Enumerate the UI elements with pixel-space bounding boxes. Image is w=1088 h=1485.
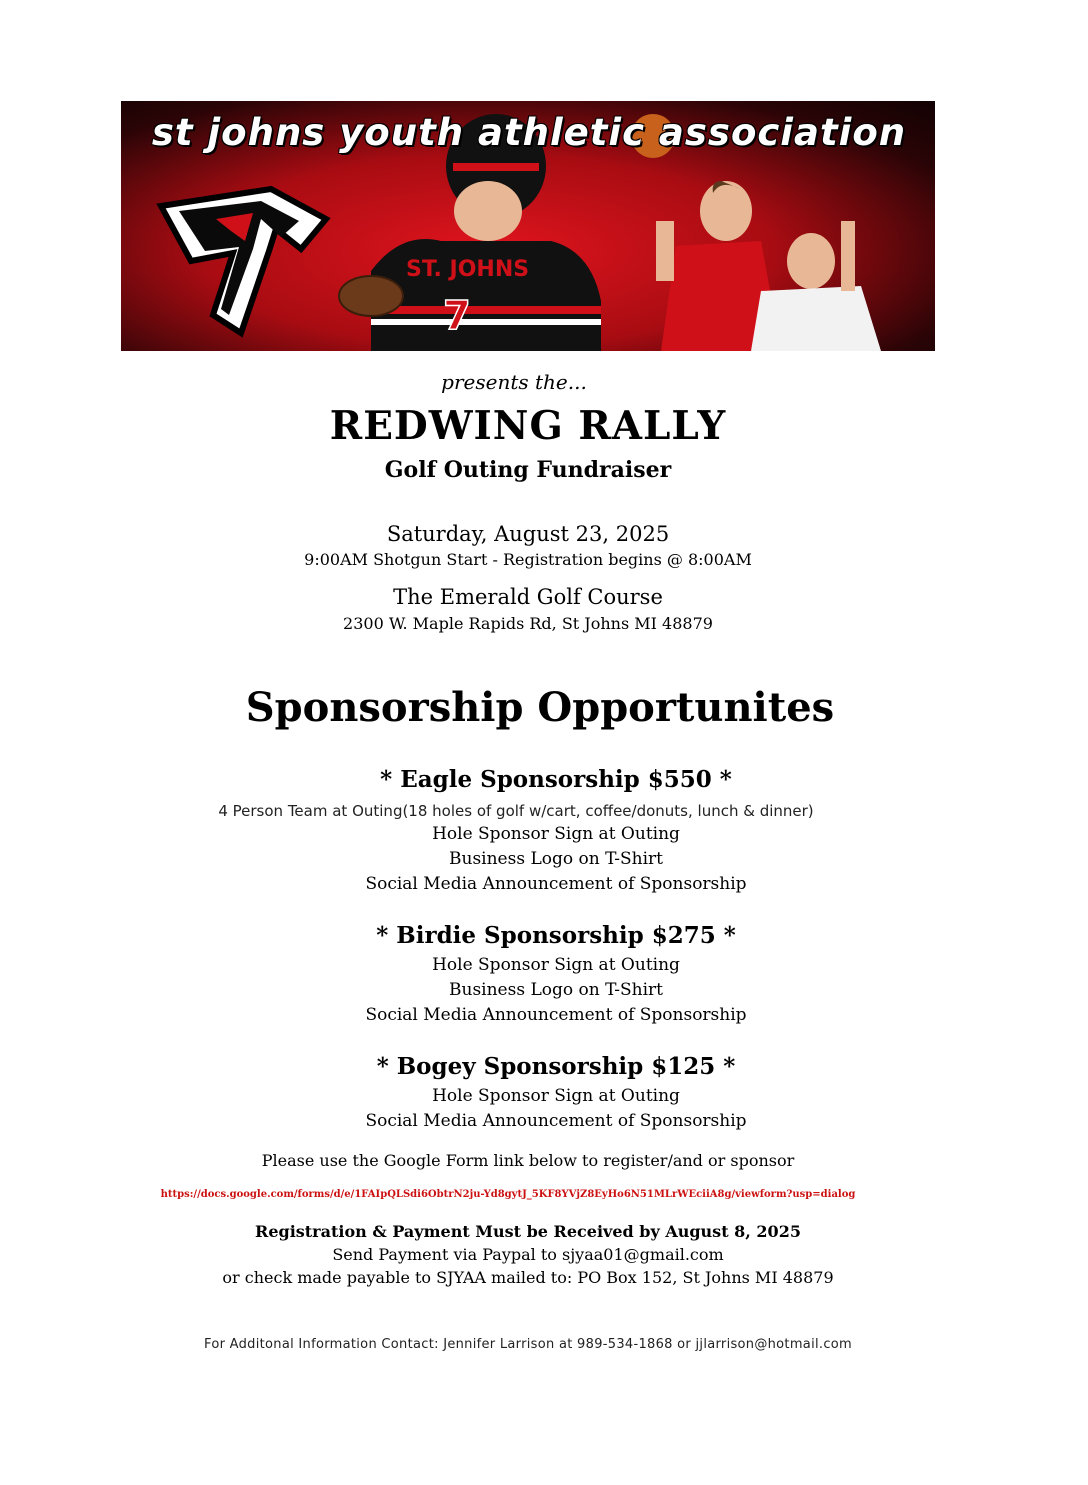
event-subtitle: Golf Outing Fundraiser (384, 457, 672, 483)
tier-bogey-title: * Bogey Sponsorship $125 * (376, 1053, 736, 1080)
event-title: REDWING RALLY (329, 403, 727, 449)
falcon-logo-icon (161, 189, 326, 333)
tier-bogey-item: Hole Sponsor Sign at Outing (432, 1086, 680, 1106)
header-banner (121, 101, 935, 351)
sponsorship-heading: Sponsorship Opportunites (245, 684, 835, 731)
registration-instruction: Please use the Google Form link below to register/and or sponsor (261, 1151, 795, 1170)
google-form-link[interactable]: https://docs.google.com/forms/d/e/1FAIpQLSdi6ObtrN2ju-Yd8gytJ_5KF8YVjZ8EyHo6N51MLrWEciiA8g/viewform?usp=dialog (160, 1189, 856, 1200)
contact-info: For Additonal Information Contact: Jennifer Larrison at 989-534-1868 or jjlarrison@hotmail.com (204, 1337, 852, 1352)
banner-title: st johns youth athletic association (151, 111, 907, 154)
tier-birdie-title: * Birdie Sponsorship $275 * (376, 922, 736, 949)
registration-deadline: Registration & Payment Must be Received by August 8, 2025 (255, 1222, 801, 1241)
paypal-instruction: Send Payment via Paypal to sjyaa01@gmail.com (332, 1245, 724, 1264)
tier-bogey-item: Social Media Announcement of Sponsorship (365, 1111, 747, 1131)
presents-text: presents the... (441, 370, 587, 394)
jersey-number: 7 (443, 293, 471, 339)
event-address: 2300 W. Maple Rapids Rd, St Johns MI 48879 (343, 614, 713, 633)
event-time: 9:00AM Shotgun Start - Registration begins @ 8:00AM (304, 550, 752, 569)
tier-birdie-item: Social Media Announcement of Sponsorship (365, 1005, 747, 1025)
tier-eagle-item: Business Logo on T-Shirt (449, 849, 663, 869)
tier-eagle-item: Social Media Announcement of Sponsorship (365, 874, 747, 894)
event-date: Saturday, August 23, 2025 (386, 522, 670, 546)
tier-eagle-item: Hole Sponsor Sign at Outing (432, 824, 680, 844)
tier-birdie-item: Hole Sponsor Sign at Outing (432, 955, 680, 975)
jersey-text: ST. JOHNS (406, 257, 530, 282)
tier-birdie-item: Business Logo on T-Shirt (449, 980, 663, 1000)
event-venue: The Emerald Golf Course (393, 585, 663, 609)
tier-eagle-title: * Eagle Sponsorship $550 * (380, 766, 732, 793)
tier-eagle-team: 4 Person Team at Outing(18 holes of golf w/cart, coffee/donuts, lunch & dinner) (218, 802, 814, 820)
check-instruction: or check made payable to SJYAA mailed to: PO Box 152, St Johns MI 48879 (222, 1268, 834, 1287)
